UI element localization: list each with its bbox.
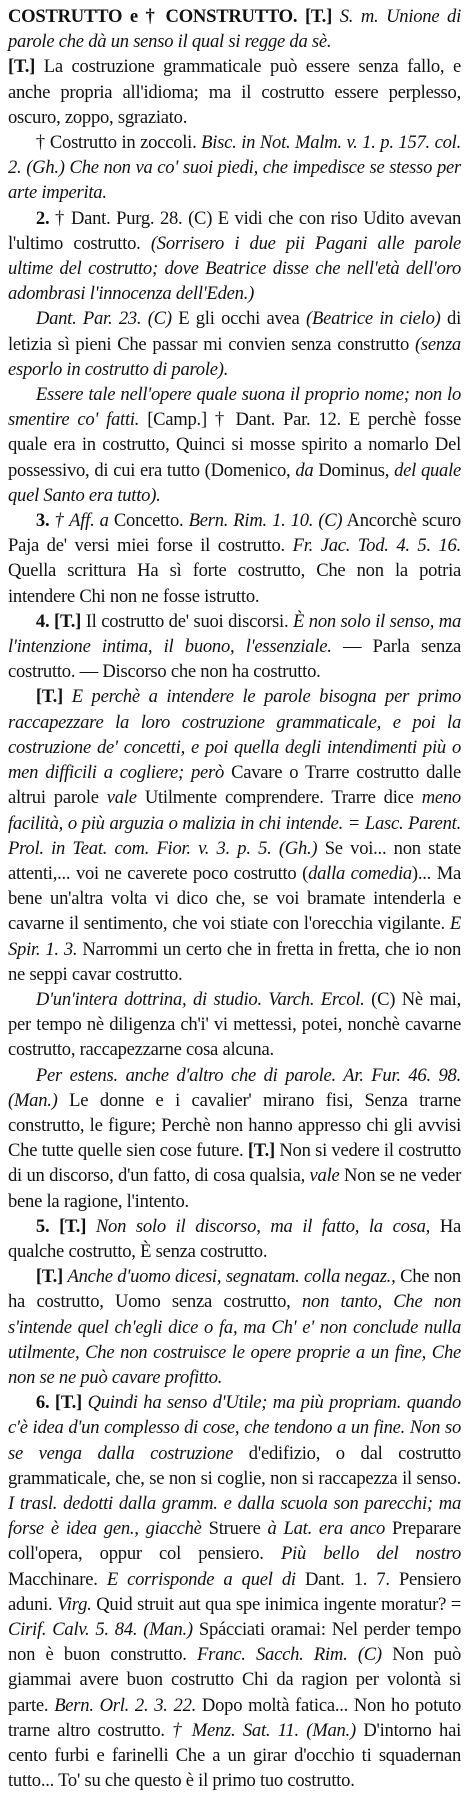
sense-4: 4. [T.] Il costrutto de' suoi discorsi. È non solo il senso, ma l'intenzione intima, il buono, l'essenziale. — Parla senza costrutto. — Discorso che non ha costrutto. — [8, 610, 462, 683]
sense-3: 3. † Aff. a Concetto. Bern. Rim. 1. 10. (C) Ancorchè scuro Paja de' versi miei forse il costrutto. Fr. Jac. Tod. 4. 5. 16. Quella scrittura Ha sì forte costrutto, Che non la potria intendere Chi non ne fosse istrutto. — [8, 510, 462, 607]
sense-2-paradiso: Dant. Par. 23. (C) E gli occhi avea (Beatrice in cielo) di letizia sì pieni Che passar mi convien senza construtto (senza esporlo in costrutto di parole). — [8, 308, 461, 380]
sense-5-uomo: [T.] Anche d'uomo dicesi, segnatam. colla negaz., Che non ha costrutto, Uomo senza costrutto, non tanto, Che non s'intende quel ch'egli dice o fa, ma Ch' e' non conclude nulla utilmente, Che non costruisce le opere proprie a un fine, Che non se ne può cavare profitto. — [8, 1266, 461, 1388]
sense-4-estens: Per estens. anche d'altro che di parole. Ar. Fur. 46. 98. (Man.) Le donne e i cavalier' mirano fisi, Senza trarne construtto, le figure; Perchè non hanno appresso chi gli avvisi Che tutte quelle sien cose future. [T.] Non si vedere il costrutto di un discorso, d'un fatto, di cosa qualsia, vale Non se ne veder bene la ragione, l'intento. — [8, 1064, 462, 1212]
paragraph-2: † Costrutto in zoccoli. Bisc. in Not. Malm. v. 1. p. 157. col. 2. (Gh.) Che non va co' suoi piedi, che impedisce se stesso per arte imperita. — [8, 132, 462, 204]
definition: Unione di parole che dà un senso il qual si regge da sè. — [8, 6, 461, 53]
sense-2-name: Essere tale nell'opere quale suona il proprio nome; non lo smentire co' fatti. [Camp.] † Dant. Par. 12. E perchè fosse quale era in costrutto, Quinci si mosse spirito a nomarlo Del possessivo, di cui era tutto (Domenico, da Dominus, del quale quel Santo era tutto). — [8, 384, 462, 506]
sense-2: 2. † Dant. Purg. 28. (C) E vidi che con riso Udito avevan l'ultimo costrutto. (Sorrisero i due pii Pagani alle parole ultime del costrutto; dove Beatrice disse che nell'età dell'oro adombrasi l'innocenza dell'Eden.) — [8, 207, 461, 305]
headword: COSTRUTTO e † CONSTRUTTO. — [8, 6, 298, 27]
sense-6: 6. [T.] Quindi ha senso d'Utile; ma più propriam. quando c'è idea d'un complesso di cose, che tendono a un fine. Non so se venga dalla costruzione d'edifizio, o dal costrutto grammaticale, che, se non si coglie, non si raccapezza il senso. I trasl. dedotti dalla gramm. e dalla scuola son parecchi; ma forse è idea gen., giacchè Struere à Lat. era anco Preparare coll'opera, oppur col pensiero. Più bello del nostro Macchinare. E corrisponde a quel di Dant. 1. 7. Pensiero aduni. Virg. Quid struit aut qua spe inimica ingente moratur? = Cirif. Calv. 5. 84. (Man.) Spácciati oramai: Nel perder tempo non è buon construtto. Franc. Sacch. Rim. (C) Non può giammai avere buon costrutto Chi da ragion per volontà si parte. Bern. Orl. 2. 3. 22. Dopo moltà fatica... Non ho potuto trarne altro costrutto. † Menz. Sat. 11. (Man.) D'intorno hai cento furbi e farinelli Che a un girar d'occhio ti squadernan tutto... To' su che questo è il primo tuo costrutto. — [8, 1392, 462, 1792]
sense-4-cavare: [T.] E perchè a intendere le parole bisogna per primo raccapezzare la loro costruzione grammaticale, e poi la costruzione de' concetti, e poi quella degli intendimenti più o men difficili a cogliere; però Cavare o Trarre costrutto dalle altrui parole vale Utilmente comprendere. Trarre dice meno facilità, o più arguzia o malizia in chi intende. = Lasc. Parent. Prol. in Teat. com. Fior. v. 3. p. 5. (Gh.) Se voi... non state attenti,... voi ne caverete poco costrutto (dalla comedia)... Ma bene un'altra volta vi dico che, se voi bramate intenderla e cavarne il sentimento, che voi stiate con l'orecchia vigilante. E Spir. 1. 3. Narrommi un certo che in fretta in fretta, che io non ne seppi cavar costrutto. — [8, 686, 461, 985]
paragraph-1: [T.] La costruzione grammaticale può essere senza fallo, e anche propria all'idioma; ma il costrutto essere perplesso, oscuro, zoppo, sgraziato. — [8, 56, 461, 128]
sense-4-dottrina: D'un'intera dottrina, di studio. Varch. Ercol. (C) Nè mai, per tempo nè diligenza ch'i' vi mettessi, potei, nonchè cavarne costrutto, raccapezzarne cosa alcuna. — [8, 988, 461, 1061]
part-of-speech: S. m. — [339, 6, 379, 27]
grammar-tag: [T.] — [304, 6, 333, 27]
entry-header — [8, 4, 461, 54]
sense-5: 5. [T.] Non solo il discorso, ma il fatto, la cosa, Ha qualche costrutto, È senza costrutto. — [8, 1215, 461, 1262]
